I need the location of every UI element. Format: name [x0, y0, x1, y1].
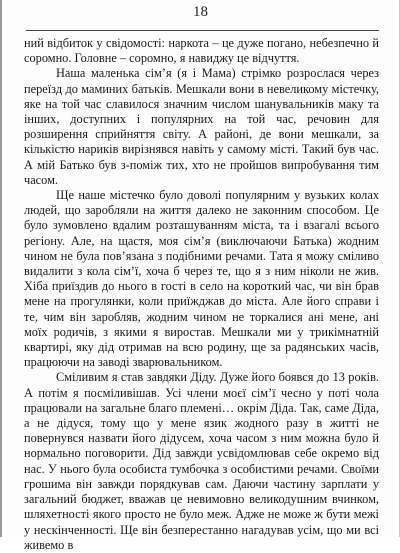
body-text	[24, 36, 379, 553]
paragraph: Наша маленька сім’я (я і Мама) стрімко розрослася через переїзд до маминих батьків. Мешкали вони в невеликому містечку, яке на той час славилося значним числом шанувальників маку та інших, доступних і популярних на той час, речовин для розширення сприйняття світу. А районі, де вони мешкали, за кількістю нариків вирізнявся навіть у самому місті. Такий був час. А мій Батько був з-поміж тих, хто не пройшов випробування тим часом.	[24, 66, 379, 187]
paragraph: Ще наше містечко було доволі популярним у вузьких колах людей, що заробляли на життя далеко не законним способом. Це було зумовлено вдалим розташуванням міста, та і взагалі всього регіону. Але, на щастя, моя сім’я (виключаючи Батька) жодним чином не була пов’язана з подібними речами. Тата я можу сміливо видалити з кола сім’ї, хоча б через те, що я з ним ніколи не жив. Хіба приїздив до нього в гості в село на короткий час, чи він брав мене на прогулянки, коли приїжджав до міста. Але його справи і те, чим він заробляв, жодним чином не торкалися ані мене, ані моїх родичів, з якими я виростав. Мешкали ми у трикімнатній квартирі, яку дід отримав на всю родину, ще за радянських часів, працюючи на заводі зварювальником.	[24, 188, 379, 370]
paragraph-continued: ний відбиток у свідомості: наркота – це дуже погано, небезпечно й соромно. Головне – соромно, я навиджу це відчуття.	[24, 36, 379, 66]
paragraph: Сміливим я став завдяки Діду. Дуже його боявся до 13 років. А потім я посміливішав. Усі члени моєї сім’ї чесно у поті чола працювали на загальне благо племені… окрім Діда. Так, саме Діда, а не дідуся, тому що у мене язик жодного разу в житті не повернувся назвати його дідусем, хоча часом з ним можна було й нормально поговорити. Дід завжди усвідомлював себе окремо від нас. У нього була особиста тумбочка з особистими речами. Своїми грошима він завжди порядкував сам. Даючи частину зарплати у загальний бюджет, вважав це невимовно великодушним вчинком, шляхетності якого просто не було меж. Адже не може ж бути межі у нескінченності. Ще він безперестанно нагадував усім, що ми всі живемо в	[24, 370, 379, 552]
header-divider	[26, 30, 379, 31]
page-number: 18	[193, 4, 208, 20]
